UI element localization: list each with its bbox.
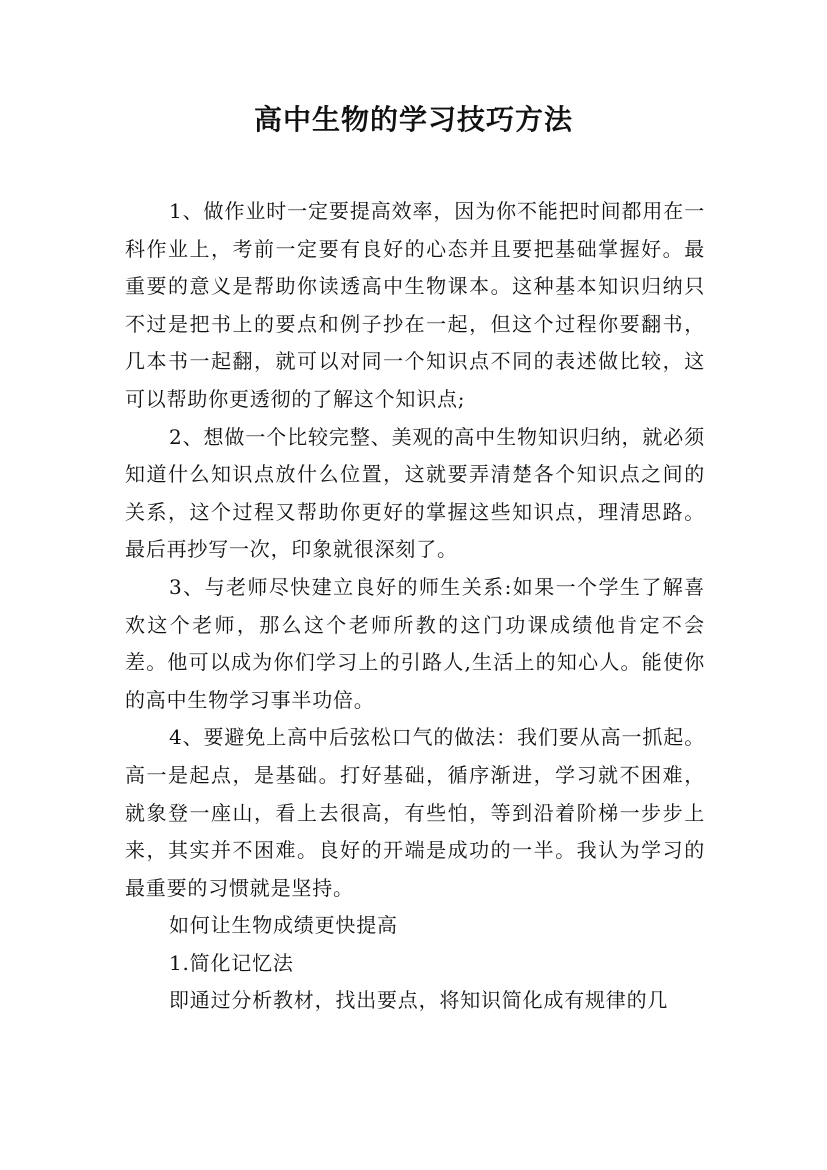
- section-heading: 如何让生物成绩更快提高: [169, 913, 398, 938]
- subsection-heading: 1.简化记忆法: [169, 950, 294, 975]
- document-title: 高中生物的学习技巧方法: [253, 103, 573, 136]
- document-body: [125, 193, 705, 1020]
- paragraph-4: 4、要避免上高中后弦松口气的做法：我们要从高一抓起。高一是起点，是基础。打好基础，循序渐进，学习就不困难，就象登一座山，看上去很高，有些怕，等到沿着阶梯一步步上来，其实并不困难。良好的开端是成功的一半。我认为学习的最重要的习惯就是坚持。: [125, 725, 705, 900]
- paragraph-2: 2、想做一个比较完整、美观的高中生物知识归纳，就必须知道什么知识点放什么位置，这就要弄清楚各个知识点之间的关系，这个过程又帮助你更好的掌握这些知识点，理清思路。最后再抄写一次，印象就很深刻了。: [125, 424, 705, 562]
- paragraph-1: 1、做作业时一定要提高效率，因为你不能把时间都用在一科作业上，考前一定要有良好的心态并且要把基础掌握好。最重要的意义是帮助你读透高中生物课本。这种基本知识归纳只不过是把书上的要点和例子抄在一起，但这个过程你要翻书，几本书一起翻，就可以对同一个知识点不同的表述做比较，这可以帮助你更透彻的了解这个知识点;: [125, 199, 705, 411]
- paragraph-3: 3、与老师尽快建立良好的师生关系:如果一个学生了解喜欢这个老师，那么这个老师所教的这门功课成绩他肯定不会差。他可以成为你们学习上的引路人,生活上的知心人。能使你的高中生物学习事半功倍。: [125, 574, 705, 712]
- paragraph-5: 即通过分析教材，找出要点，将知识简化成有规律的几: [169, 988, 669, 1013]
